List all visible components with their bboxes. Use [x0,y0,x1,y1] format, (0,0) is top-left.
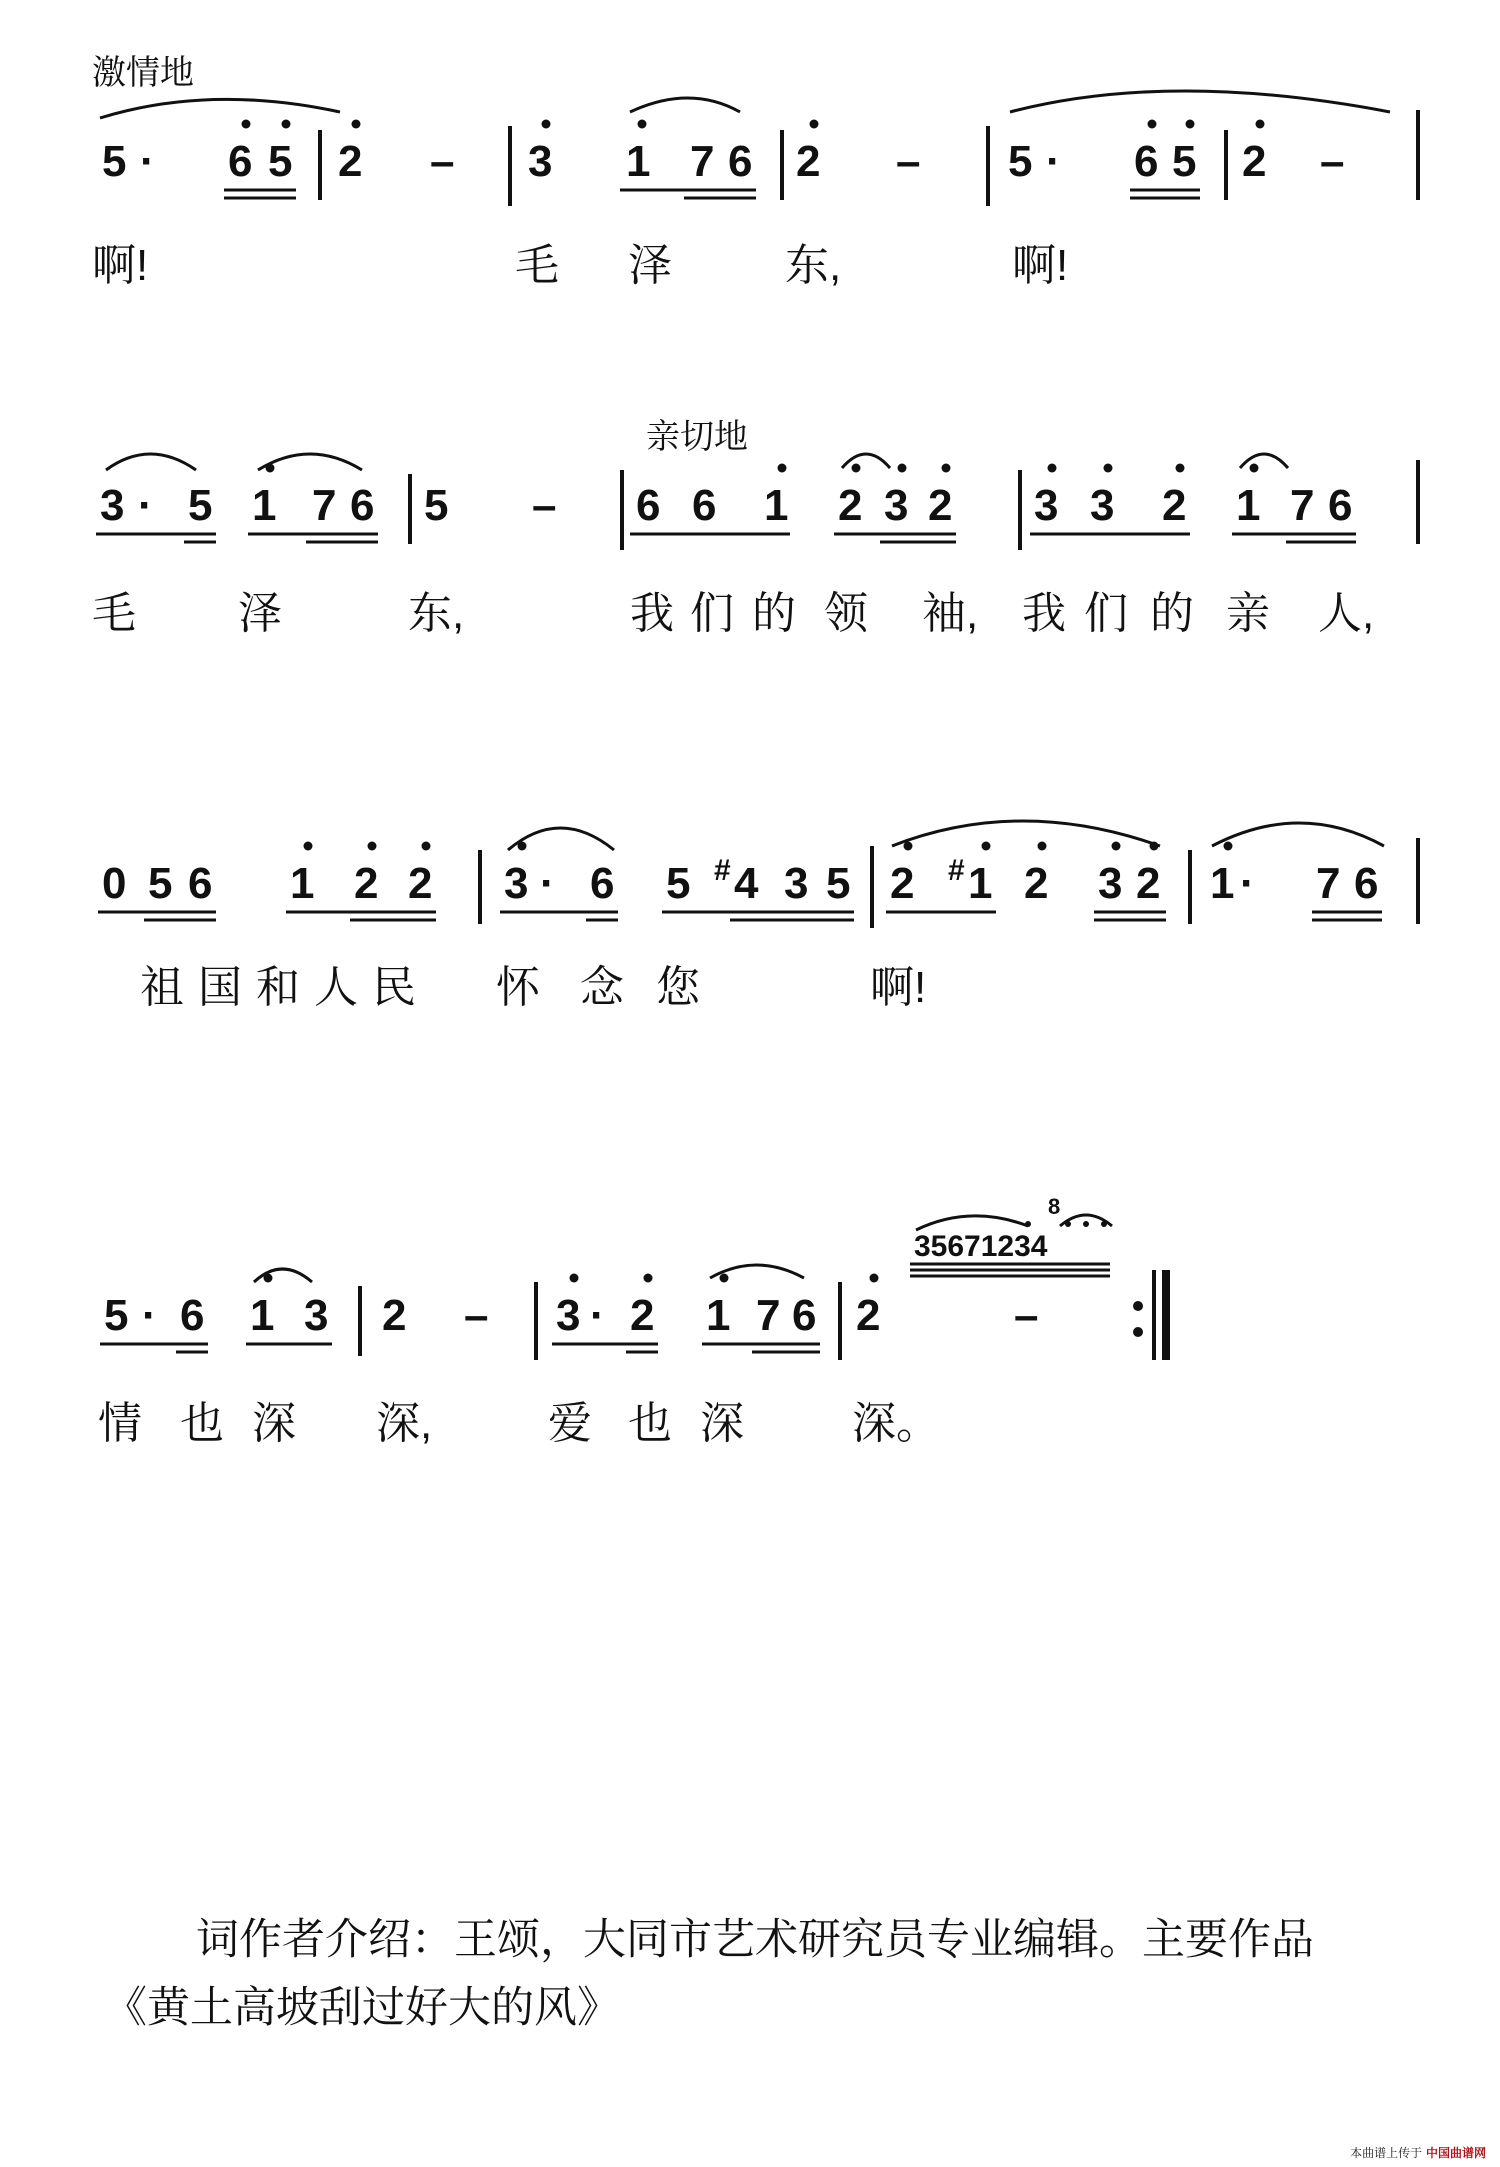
lyric: 啊! [1012,241,1069,290]
lyric: 的 [1150,589,1194,638]
lyric: 国 [198,963,242,1012]
slurs [508,821,1384,850]
note: 1 [968,859,993,908]
note: 3 [784,859,809,908]
lyric: 的 [752,589,796,638]
lyric: 也 [628,1399,672,1448]
note: 6 [1134,137,1159,186]
note: 6 [692,481,717,530]
score-row-1 [92,54,1418,290]
note: 4 [734,859,759,908]
sharp-sign: # [948,854,965,887]
lyric: 念 [580,963,624,1012]
note: 6 [350,481,375,530]
note-dot: · [140,137,155,186]
lyric: 袖, [922,589,979,638]
note: 3 [1034,481,1059,530]
slurs [100,91,1390,118]
lyric: 和 [256,963,300,1012]
note: 6 [1328,481,1353,530]
lyric: 情 [98,1399,142,1448]
note: 5 [268,137,293,186]
octave-dots [266,464,1259,473]
note: 1 [706,1291,731,1340]
lyric: 祖 [140,963,184,1012]
lyric: 东, [785,241,842,290]
dash: – [896,137,921,186]
expression-marking-2: 亲切地 [646,418,748,456]
lyric: 爱 [548,1399,592,1448]
lyric: 亲 [1226,589,1270,638]
octave-dots [304,842,1233,851]
lyric: 深 [252,1399,296,1448]
note: 5 [826,859,851,908]
note: 7 [756,1291,781,1340]
dash: – [464,1291,489,1340]
note: 2 [1024,859,1049,908]
lyric: 毛 [515,241,559,290]
lyric: 人, [1318,589,1375,638]
note: 3 [304,1291,329,1340]
note: 5 [1172,137,1197,186]
note: 7 [1316,859,1341,908]
sharp-sign: # [714,854,731,887]
grace-note-count: 8 [1048,1194,1061,1219]
note: 1 [290,859,315,908]
lyric: 领 [824,589,868,638]
note: 2 [796,137,821,186]
note: 3 [556,1291,581,1340]
note: 2 [1242,137,1267,186]
note: 2 [354,859,379,908]
note: 5 [188,481,213,530]
note: 5 [666,859,691,908]
lyric: 人 [314,963,358,1012]
lyric: 也 [180,1399,224,1448]
note: 1 [252,481,277,530]
lyric: 我 [630,589,674,638]
note: 6 [228,137,253,186]
note: 6 [590,859,615,908]
note: 6 [180,1291,205,1340]
lyric: 深。 [852,1399,940,1448]
grace-notes: 35671234 [914,1230,1048,1263]
barlines [410,460,1418,550]
lyric: 泽 [628,241,672,290]
note: 6 [636,481,661,530]
lyric: 毛 [92,589,136,638]
note: 2 [382,1291,407,1340]
note-dot: · [142,1291,157,1340]
note-dot: · [1240,859,1255,908]
note: 2 [630,1291,655,1340]
dash: – [532,481,557,530]
note: 6 [728,137,753,186]
note: 3 [100,481,125,530]
note: 3 [884,481,909,530]
note: 7 [690,137,715,186]
lyric: 怀 [496,963,540,1012]
note: 2 [338,137,363,186]
note: 3 [504,859,529,908]
note: 3 [1098,859,1123,908]
note: 2 [856,1291,881,1340]
note: 1 [250,1291,275,1340]
note: 3 [528,137,553,186]
note: 2 [1162,481,1187,530]
dash: – [1014,1291,1039,1340]
note: 5 [1008,137,1033,186]
dash: – [1320,137,1345,186]
note-dot: · [540,859,555,908]
lyric: 深, [376,1399,433,1448]
note: 5 [424,481,449,530]
note: 2 [408,859,433,908]
lyric: 们 [690,589,734,638]
watermark-site-name: 中国曲谱网 [1425,2146,1486,2160]
score-row-3 [98,821,1418,1012]
note: 3 [1090,481,1115,530]
source-watermark [1350,2144,1486,2161]
lyric: 您 [656,963,700,1012]
note: 2 [890,859,915,908]
lyric: 深 [700,1399,744,1448]
watermark-prefix: 本曲谱上传于 [1350,2146,1423,2160]
note: 1 [626,137,651,186]
note: 7 [1290,481,1315,530]
score-row-2 [92,418,1418,638]
note: 2 [1136,859,1161,908]
repeat-end-barline [1133,1270,1166,1360]
note: 6 [188,859,213,908]
note: 7 [312,481,337,530]
note-dot: · [1046,137,1061,186]
note: 5 [104,1291,129,1340]
octave-dots [242,120,1265,129]
note: 6 [792,1291,817,1340]
expression-marking-1: 激情地 [92,54,194,92]
note: 0 [102,859,127,908]
lyricist-intro-line-2: 《黄土高坡刮过好大的风》 [104,1983,620,2033]
lyric: 啊! [92,241,149,290]
dash: – [430,137,455,186]
note-dot: · [590,1291,605,1340]
lyric: 们 [1084,589,1128,638]
lyric: 我 [1022,589,1066,638]
lyric: 东, [408,589,465,638]
note: 6 [1354,859,1379,908]
lyric: 啊! [870,963,927,1012]
lyricist-intro-line-1: 词作者介绍：王颂，大同市艺术研究员专业编辑。主要作品 [196,1915,1314,1965]
note: 2 [928,481,953,530]
note: 1 [1210,859,1235,908]
lyric: 民 [372,963,416,1012]
note: 1 [1236,481,1261,530]
note-dot: · [138,481,153,530]
note: 5 [102,137,127,186]
beam-lines [96,534,1356,542]
note: 1 [764,481,789,530]
beam-lines [224,190,1200,198]
note: 2 [838,481,863,530]
lyric: 泽 [238,589,282,638]
note: 5 [148,859,173,908]
score-row-4 [98,1194,1166,1448]
